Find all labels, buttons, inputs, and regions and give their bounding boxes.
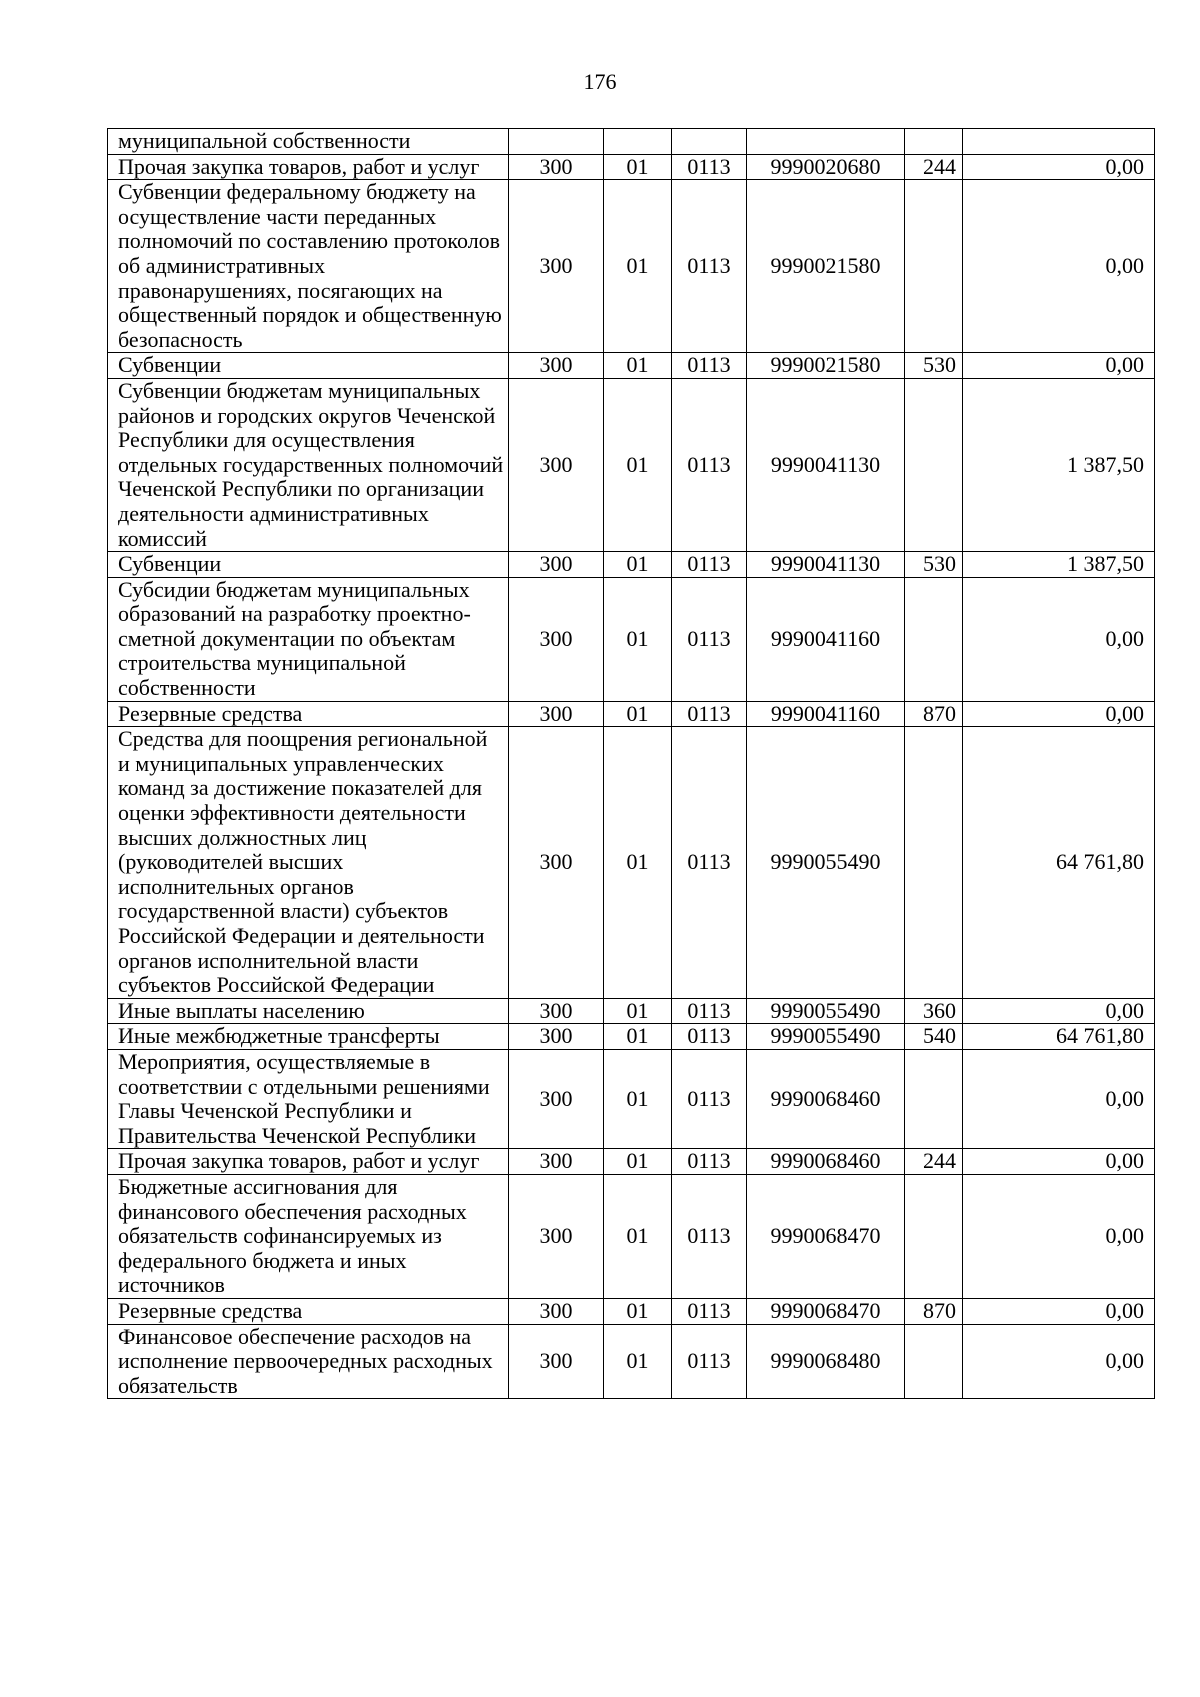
row-target-article: 9990055490 — [747, 1024, 905, 1050]
row-name: Субвенции федеральному бюджету на осуществление части переданных полномочий по составлению протоколов об административных правонарушениях, посягающих на общественный порядок и общественную безопасность — [108, 180, 509, 353]
row-name: Мероприятия, осуществляемые в соответствии с отдельными решениями Главы Чеченской Республики и Правительства Чеченской Республики — [108, 1049, 509, 1148]
row-name: Прочая закупка товаров, работ и услуг — [108, 1149, 509, 1175]
row-subsection — [672, 129, 747, 155]
table-row — [108, 727, 1155, 999]
row-section: 01 — [604, 727, 672, 999]
row-amount — [963, 129, 1155, 155]
table-row — [108, 180, 1155, 353]
row-name: Бюджетные ассигнования для финансового обеспечения расходных обязательств софинансируемых из федерального бюджета и иных источников — [108, 1174, 509, 1298]
row-grbs: 300 — [509, 180, 604, 353]
row-subsection: 0113 — [672, 1049, 747, 1148]
row-expense-type: 870 — [905, 1298, 963, 1324]
row-amount: 0,00 — [963, 1049, 1155, 1148]
row-section: 01 — [604, 552, 672, 578]
row-grbs: 300 — [509, 154, 604, 180]
row-target-article: 9990041160 — [747, 701, 905, 727]
row-grbs: 300 — [509, 701, 604, 727]
row-subsection: 0113 — [672, 180, 747, 353]
row-expense-type — [905, 577, 963, 701]
row-section: 01 — [604, 154, 672, 180]
row-amount: 1 387,50 — [963, 378, 1155, 551]
row-amount: 0,00 — [963, 998, 1155, 1024]
row-subsection: 0113 — [672, 998, 747, 1024]
row-amount: 0,00 — [963, 1174, 1155, 1298]
row-target-article: 9990041160 — [747, 577, 905, 701]
row-target-article: 9990068470 — [747, 1174, 905, 1298]
row-grbs: 300 — [509, 552, 604, 578]
row-expense-type — [905, 180, 963, 353]
row-amount: 64 761,80 — [963, 1024, 1155, 1050]
row-target-article: 9990021580 — [747, 353, 905, 379]
row-expense-type: 244 — [905, 154, 963, 180]
budget-table-body — [108, 129, 1155, 1399]
row-grbs: 300 — [509, 577, 604, 701]
table-row — [108, 552, 1155, 578]
row-subsection: 0113 — [672, 154, 747, 180]
row-grbs: 300 — [509, 1174, 604, 1298]
row-amount: 64 761,80 — [963, 727, 1155, 999]
row-name: Субсидии бюджетам муниципальных образований на разработку проектно-сметной документации по объектам строительства муниципальной собственности — [108, 577, 509, 701]
row-target-article: 9990041130 — [747, 552, 905, 578]
row-target-article: 9990021580 — [747, 180, 905, 353]
row-subsection: 0113 — [672, 1174, 747, 1298]
row-grbs: 300 — [509, 727, 604, 999]
row-name: муниципальной собственности — [108, 129, 509, 155]
table-row — [108, 998, 1155, 1024]
table-row — [108, 1174, 1155, 1298]
row-name: Резервные средства — [108, 1298, 509, 1324]
row-expense-type — [905, 1324, 963, 1399]
row-grbs: 300 — [509, 1024, 604, 1050]
table-row — [108, 1324, 1155, 1399]
row-section: 01 — [604, 1174, 672, 1298]
row-section: 01 — [604, 1049, 672, 1148]
table-row — [108, 1049, 1155, 1148]
row-expense-type — [905, 1174, 963, 1298]
row-section: 01 — [604, 1024, 672, 1050]
table-row — [108, 1298, 1155, 1324]
row-subsection: 0113 — [672, 1298, 747, 1324]
row-amount: 1 387,50 — [963, 552, 1155, 578]
row-target-article: 9990055490 — [747, 727, 905, 999]
row-name: Субвенции бюджетам муниципальных районов и городских округов Чеченской Республики для осуществления отдельных государственных полномочий Чеченской Республики по организации деятельности административных комиссий — [108, 378, 509, 551]
row-expense-type: 530 — [905, 552, 963, 578]
row-expense-type: 530 — [905, 353, 963, 379]
table-row — [108, 1024, 1155, 1050]
row-grbs: 300 — [509, 1298, 604, 1324]
row-section: 01 — [604, 1298, 672, 1324]
row-amount: 0,00 — [963, 701, 1155, 727]
table-row — [108, 154, 1155, 180]
row-section: 01 — [604, 180, 672, 353]
budget-table — [107, 128, 1155, 1399]
row-subsection: 0113 — [672, 727, 747, 999]
row-expense-type: 540 — [905, 1024, 963, 1050]
row-subsection: 0113 — [672, 1149, 747, 1175]
row-target-article: 9990068470 — [747, 1298, 905, 1324]
row-grbs: 300 — [509, 1049, 604, 1148]
row-name: Иные межбюджетные трансферты — [108, 1024, 509, 1050]
row-subsection: 0113 — [672, 577, 747, 701]
row-section: 01 — [604, 998, 672, 1024]
row-section: 01 — [604, 1149, 672, 1175]
row-amount: 0,00 — [963, 1149, 1155, 1175]
row-amount: 0,00 — [963, 180, 1155, 353]
row-name: Финансовое обеспечение расходов на исполнение первоочередных расходных обязательств — [108, 1324, 509, 1399]
row-section: 01 — [604, 378, 672, 551]
table-row — [108, 701, 1155, 727]
row-section: 01 — [604, 1324, 672, 1399]
row-expense-type: 360 — [905, 998, 963, 1024]
table-row — [108, 1149, 1155, 1175]
row-amount: 0,00 — [963, 577, 1155, 701]
row-target-article: 9990068460 — [747, 1149, 905, 1175]
row-subsection: 0113 — [672, 1324, 747, 1399]
row-amount: 0,00 — [963, 353, 1155, 379]
row-expense-type — [905, 1049, 963, 1148]
row-amount: 0,00 — [963, 154, 1155, 180]
table-row — [108, 129, 1155, 155]
row-name: Резервные средства — [108, 701, 509, 727]
row-amount: 0,00 — [963, 1324, 1155, 1399]
row-name: Субвенции — [108, 353, 509, 379]
row-amount: 0,00 — [963, 1298, 1155, 1324]
row-target-article — [747, 129, 905, 155]
table-row — [108, 378, 1155, 551]
page-number: 176 — [583, 69, 617, 94]
table-row — [108, 577, 1155, 701]
row-grbs: 300 — [509, 1324, 604, 1399]
row-grbs — [509, 129, 604, 155]
row-subsection: 0113 — [672, 552, 747, 578]
row-name: Субвенции — [108, 552, 509, 578]
row-section: 01 — [604, 353, 672, 379]
row-name: Прочая закупка товаров, работ и услуг — [108, 154, 509, 180]
row-target-article: 9990068460 — [747, 1049, 905, 1148]
row-expense-type — [905, 378, 963, 551]
row-subsection: 0113 — [672, 1024, 747, 1050]
row-section: 01 — [604, 577, 672, 701]
row-expense-type — [905, 129, 963, 155]
row-expense-type: 870 — [905, 701, 963, 727]
row-grbs: 300 — [509, 1149, 604, 1175]
row-expense-type: 244 — [905, 1149, 963, 1175]
row-subsection: 0113 — [672, 701, 747, 727]
row-target-article: 9990020680 — [747, 154, 905, 180]
row-grbs: 300 — [509, 998, 604, 1024]
table-row — [108, 353, 1155, 379]
row-subsection: 0113 — [672, 378, 747, 551]
row-target-article: 9990068480 — [747, 1324, 905, 1399]
row-subsection: 0113 — [672, 353, 747, 379]
row-grbs: 300 — [509, 378, 604, 551]
row-section — [604, 129, 672, 155]
row-name: Средства для поощрения региональной и муниципальных управленческих команд за достижение показателей для оценки эффективности деятельности высших должностных лиц (руководителей высших исполнительных органов государственной власти) субъектов Российской Федерации и деятельности органов исполнительной власти субъектов Российской Федерации — [108, 727, 509, 999]
row-section: 01 — [604, 701, 672, 727]
row-target-article: 9990055490 — [747, 998, 905, 1024]
row-grbs: 300 — [509, 353, 604, 379]
row-name: Иные выплаты населению — [108, 998, 509, 1024]
row-expense-type — [905, 727, 963, 999]
row-target-article: 9990041130 — [747, 378, 905, 551]
